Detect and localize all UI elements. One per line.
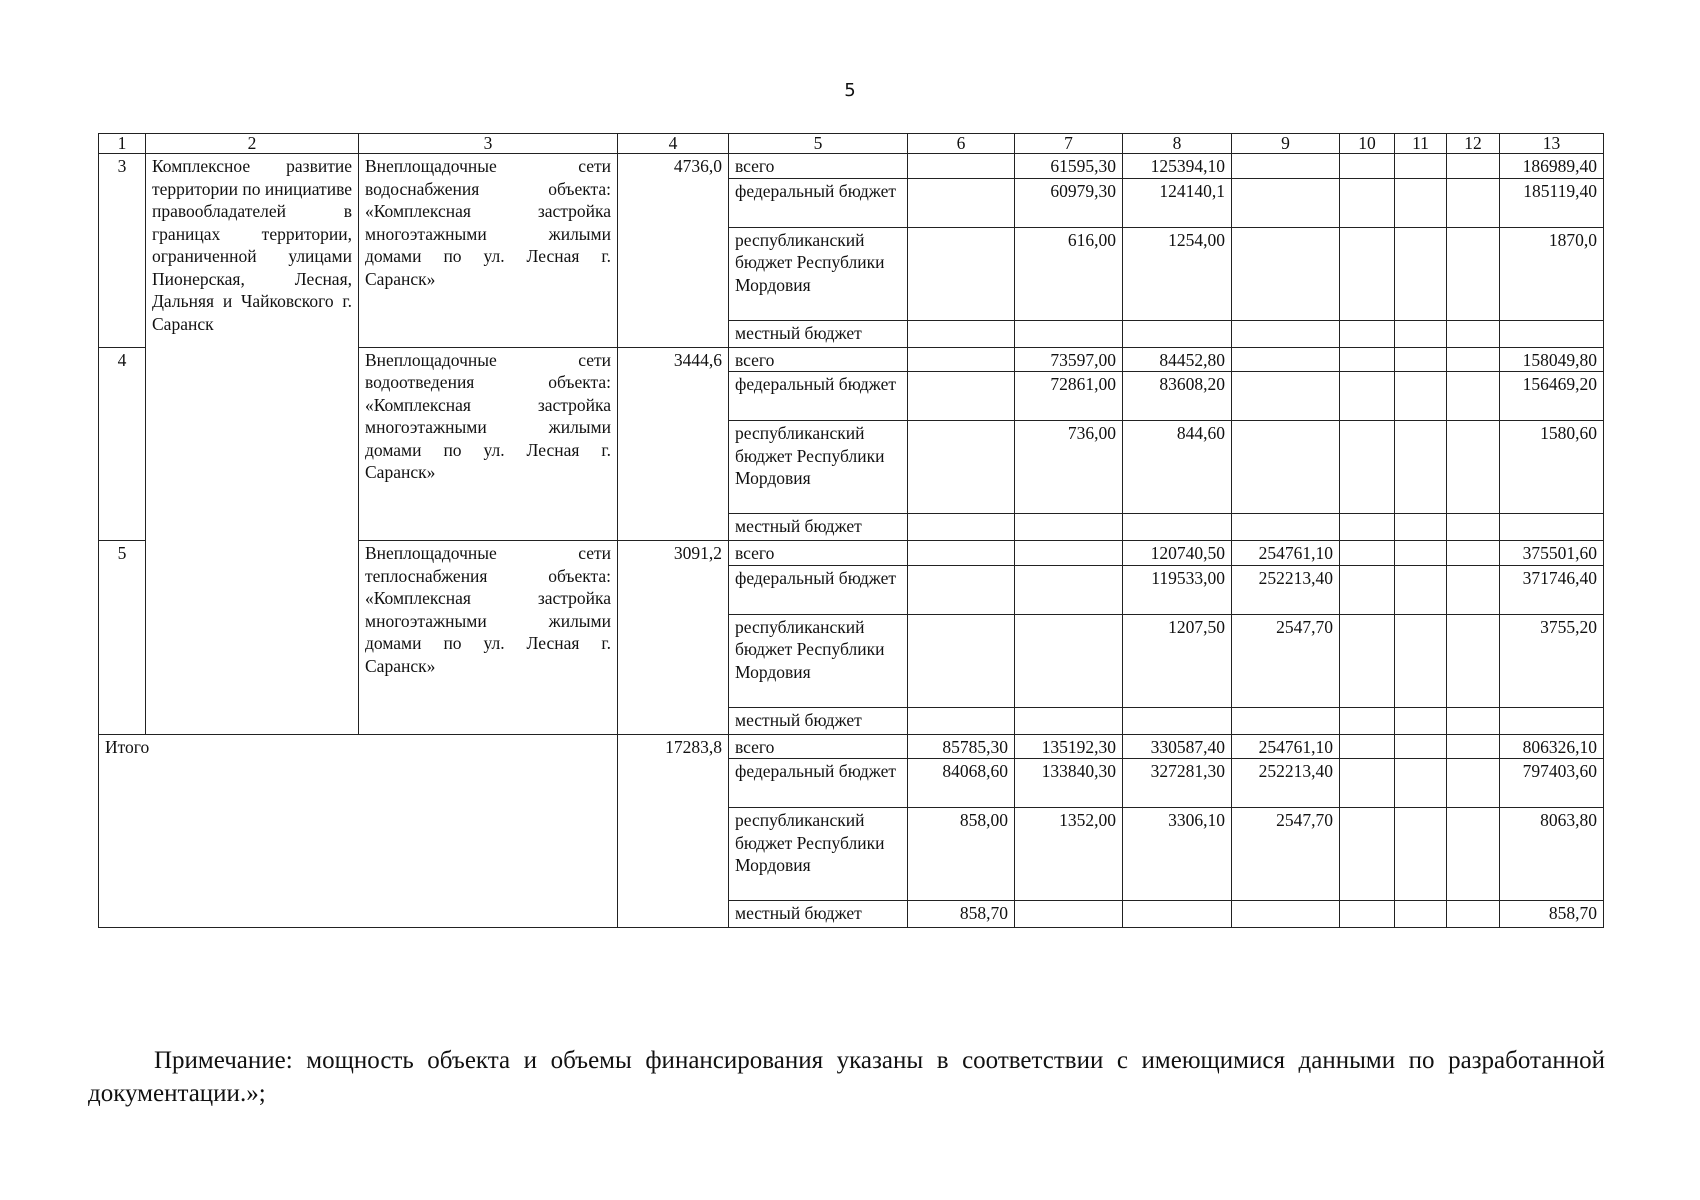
amount-c8: 124140,1 bbox=[1123, 178, 1232, 227]
amount-c10 bbox=[1340, 320, 1395, 347]
amount-c7 bbox=[1015, 614, 1123, 707]
amount-c12 bbox=[1447, 901, 1500, 928]
amount-c13: 1580,60 bbox=[1500, 421, 1604, 514]
amount-c8: 125394,10 bbox=[1123, 154, 1232, 179]
header-cell: 4 bbox=[618, 134, 729, 154]
amount-c13 bbox=[1500, 514, 1604, 541]
amount-c7 bbox=[1015, 707, 1123, 734]
object-capacity: 4736,0 bbox=[618, 154, 729, 348]
amount-c9 bbox=[1232, 347, 1340, 372]
amount-c10 bbox=[1340, 614, 1395, 707]
header-cell: 9 bbox=[1232, 134, 1340, 154]
amount-c6 bbox=[908, 707, 1015, 734]
amount-c13: 186989,40 bbox=[1500, 154, 1604, 179]
amount-c13 bbox=[1500, 707, 1604, 734]
amount-c13: 806326,10 bbox=[1500, 734, 1604, 759]
header-cell: 1 bbox=[99, 134, 146, 154]
amount-c8: 330587,40 bbox=[1123, 734, 1232, 759]
amount-c9 bbox=[1232, 320, 1340, 347]
funding-source: всего bbox=[729, 541, 908, 566]
header-cell: 5 bbox=[729, 134, 908, 154]
header-cell: 7 bbox=[1015, 134, 1123, 154]
amount-c12 bbox=[1447, 178, 1500, 227]
amount-c13: 375501,60 bbox=[1500, 541, 1604, 566]
amount-c13: 1870,0 bbox=[1500, 227, 1604, 320]
item-number: 5 bbox=[99, 541, 146, 735]
amount-c11 bbox=[1395, 734, 1447, 759]
amount-c9: 254761,10 bbox=[1232, 541, 1340, 566]
table-row bbox=[99, 154, 1604, 179]
amount-c9 bbox=[1232, 178, 1340, 227]
funding-source: республиканский бюджет Республики Мордовия bbox=[729, 614, 908, 707]
amount-c11 bbox=[1395, 759, 1447, 808]
amount-c9 bbox=[1232, 372, 1340, 421]
amount-c12 bbox=[1447, 565, 1500, 614]
amount-c10 bbox=[1340, 227, 1395, 320]
total-capacity: 17283,8 bbox=[618, 734, 729, 928]
amount-c10 bbox=[1340, 541, 1395, 566]
header-cell: 12 bbox=[1447, 134, 1500, 154]
amount-c8: 120740,50 bbox=[1123, 541, 1232, 566]
amount-c11 bbox=[1395, 808, 1447, 901]
amount-c12 bbox=[1447, 707, 1500, 734]
amount-c10 bbox=[1340, 808, 1395, 901]
amount-c6: 85785,30 bbox=[908, 734, 1015, 759]
header-cell: 8 bbox=[1123, 134, 1232, 154]
amount-c10 bbox=[1340, 372, 1395, 421]
funding-source: республиканский бюджет Республики Мордовия bbox=[729, 227, 908, 320]
amount-c8 bbox=[1123, 901, 1232, 928]
amount-c10 bbox=[1340, 154, 1395, 179]
amount-c12 bbox=[1447, 421, 1500, 514]
amount-c10 bbox=[1340, 421, 1395, 514]
amount-c13: 3755,20 bbox=[1500, 614, 1604, 707]
amount-c9 bbox=[1232, 707, 1340, 734]
amount-c7: 61595,30 bbox=[1015, 154, 1123, 179]
amount-c10 bbox=[1340, 901, 1395, 928]
amount-c9: 2547,70 bbox=[1232, 808, 1340, 901]
page-number: 5 bbox=[844, 80, 856, 101]
amount-c12 bbox=[1447, 320, 1500, 347]
header-cell: 2 bbox=[146, 134, 359, 154]
object-name: Внеплощадочные сети теплоснабжения объекта: «Комплексная застройка многоэтажными жилыми домами по ул. Лесная г. Саранск» bbox=[359, 541, 618, 735]
amount-c10 bbox=[1340, 178, 1395, 227]
funding-source: всего bbox=[729, 154, 908, 179]
amount-c11 bbox=[1395, 320, 1447, 347]
header-cell: 13 bbox=[1500, 134, 1604, 154]
funding-source: федеральный бюджет bbox=[729, 178, 908, 227]
amount-c6 bbox=[908, 320, 1015, 347]
amount-c8: 1207,50 bbox=[1123, 614, 1232, 707]
amount-c12 bbox=[1447, 372, 1500, 421]
amount-c12 bbox=[1447, 154, 1500, 179]
amount-c12 bbox=[1447, 514, 1500, 541]
footnote: Примечание: мощность объекта и объемы финансирования указаны в соответствии с имеющимися данными по разработанной документации.»; bbox=[88, 1047, 1605, 1107]
object-capacity: 3444,6 bbox=[618, 347, 729, 541]
amount-c13: 185119,40 bbox=[1500, 178, 1604, 227]
amount-c6 bbox=[908, 154, 1015, 179]
financing-table bbox=[98, 133, 1604, 928]
amount-c12 bbox=[1447, 759, 1500, 808]
amount-c9: 254761,10 bbox=[1232, 734, 1340, 759]
amount-c13: 797403,60 bbox=[1500, 759, 1604, 808]
total-row bbox=[99, 734, 1604, 759]
amount-c8: 844,60 bbox=[1123, 421, 1232, 514]
amount-c13: 8063,80 bbox=[1500, 808, 1604, 901]
amount-c9: 252213,40 bbox=[1232, 759, 1340, 808]
funding-source: республиканский бюджет Республики Мордовия bbox=[729, 421, 908, 514]
amount-c13 bbox=[1500, 320, 1604, 347]
amount-c6 bbox=[908, 178, 1015, 227]
header-cell: 11 bbox=[1395, 134, 1447, 154]
funding-source: всего bbox=[729, 347, 908, 372]
amount-c9 bbox=[1232, 421, 1340, 514]
amount-c11 bbox=[1395, 901, 1447, 928]
amount-c12 bbox=[1447, 808, 1500, 901]
amount-c9 bbox=[1232, 227, 1340, 320]
amount-c8: 327281,30 bbox=[1123, 759, 1232, 808]
object-name: Внеплощадочные сети водоснабжения объекта: «Комплексная застройка многоэтажными жилыми домами по ул. Лесная г. Саранск» bbox=[359, 154, 618, 348]
amount-c10 bbox=[1340, 565, 1395, 614]
amount-c6: 858,00 bbox=[908, 808, 1015, 901]
amount-c6 bbox=[908, 347, 1015, 372]
amount-c10 bbox=[1340, 734, 1395, 759]
funding-source: федеральный бюджет bbox=[729, 372, 908, 421]
amount-c7: 616,00 bbox=[1015, 227, 1123, 320]
amount-c11 bbox=[1395, 707, 1447, 734]
amount-c11 bbox=[1395, 514, 1447, 541]
funding-source: федеральный бюджет bbox=[729, 759, 908, 808]
amount-c6 bbox=[908, 372, 1015, 421]
amount-c6 bbox=[908, 541, 1015, 566]
amount-c6 bbox=[908, 514, 1015, 541]
funding-source: местный бюджет bbox=[729, 514, 908, 541]
amount-c7: 135192,30 bbox=[1015, 734, 1123, 759]
amount-c6: 858,70 bbox=[908, 901, 1015, 928]
amount-c13: 858,70 bbox=[1500, 901, 1604, 928]
item-number: 3 bbox=[99, 154, 146, 348]
amount-c12 bbox=[1447, 734, 1500, 759]
amount-c11 bbox=[1395, 178, 1447, 227]
item-number: 4 bbox=[99, 347, 146, 541]
amount-c8: 3306,10 bbox=[1123, 808, 1232, 901]
amount-c9: 252213,40 bbox=[1232, 565, 1340, 614]
amount-c10 bbox=[1340, 347, 1395, 372]
header-cell: 6 bbox=[908, 134, 1015, 154]
amount-c6 bbox=[908, 227, 1015, 320]
amount-c8: 119533,00 bbox=[1123, 565, 1232, 614]
amount-c12 bbox=[1447, 541, 1500, 566]
amount-c6 bbox=[908, 421, 1015, 514]
funding-source: республиканский бюджет Республики Мордовия bbox=[729, 808, 908, 901]
funding-source: всего bbox=[729, 734, 908, 759]
amount-c11 bbox=[1395, 565, 1447, 614]
funding-source: федеральный бюджет bbox=[729, 565, 908, 614]
amount-c12 bbox=[1447, 347, 1500, 372]
item-description: Комплексное развитие территории по инициативе правообладателей в границах территории, ограниченной улицами Пионерская, Лесная, Дальняя и Чайковского г. Саранск bbox=[146, 154, 359, 735]
amount-c12 bbox=[1447, 614, 1500, 707]
funding-source: местный бюджет bbox=[729, 901, 908, 928]
total-label: Итого bbox=[99, 734, 618, 928]
amount-c11 bbox=[1395, 227, 1447, 320]
object-name: Внеплощадочные сети водоотведения объекта: «Комплексная застройка многоэтажными жилыми домами по ул. Лесная г. Саранск» bbox=[359, 347, 618, 541]
header-row bbox=[99, 134, 1604, 154]
amount-c7 bbox=[1015, 901, 1123, 928]
amount-c7 bbox=[1015, 514, 1123, 541]
amount-c6: 84068,60 bbox=[908, 759, 1015, 808]
object-capacity: 3091,2 bbox=[618, 541, 729, 735]
header-cell: 10 bbox=[1340, 134, 1395, 154]
amount-c10 bbox=[1340, 707, 1395, 734]
amount-c7: 72861,00 bbox=[1015, 372, 1123, 421]
amount-c7: 73597,00 bbox=[1015, 347, 1123, 372]
amount-c8 bbox=[1123, 320, 1232, 347]
amount-c7: 736,00 bbox=[1015, 421, 1123, 514]
amount-c8 bbox=[1123, 514, 1232, 541]
amount-c8: 84452,80 bbox=[1123, 347, 1232, 372]
amount-c8: 1254,00 bbox=[1123, 227, 1232, 320]
funding-source: местный бюджет bbox=[729, 707, 908, 734]
amount-c11 bbox=[1395, 347, 1447, 372]
amount-c7 bbox=[1015, 565, 1123, 614]
amount-c9 bbox=[1232, 901, 1340, 928]
funding-source: местный бюджет bbox=[729, 320, 908, 347]
amount-c13: 156469,20 bbox=[1500, 372, 1604, 421]
amount-c11 bbox=[1395, 372, 1447, 421]
amount-c11 bbox=[1395, 541, 1447, 566]
amount-c7: 60979,30 bbox=[1015, 178, 1123, 227]
amount-c13: 158049,80 bbox=[1500, 347, 1604, 372]
amount-c6 bbox=[908, 565, 1015, 614]
amount-c6 bbox=[908, 614, 1015, 707]
amount-c13: 371746,40 bbox=[1500, 565, 1604, 614]
amount-c12 bbox=[1447, 227, 1500, 320]
amount-c7 bbox=[1015, 541, 1123, 566]
amount-c10 bbox=[1340, 759, 1395, 808]
amount-c8: 83608,20 bbox=[1123, 372, 1232, 421]
header-cell: 3 bbox=[359, 134, 618, 154]
amount-c11 bbox=[1395, 614, 1447, 707]
amount-c7: 1352,00 bbox=[1015, 808, 1123, 901]
amount-c9 bbox=[1232, 154, 1340, 179]
amount-c8 bbox=[1123, 707, 1232, 734]
amount-c9 bbox=[1232, 514, 1340, 541]
amount-c7 bbox=[1015, 320, 1123, 347]
amount-c7: 133840,30 bbox=[1015, 759, 1123, 808]
amount-c11 bbox=[1395, 421, 1447, 514]
amount-c10 bbox=[1340, 514, 1395, 541]
amount-c11 bbox=[1395, 154, 1447, 179]
amount-c9: 2547,70 bbox=[1232, 614, 1340, 707]
